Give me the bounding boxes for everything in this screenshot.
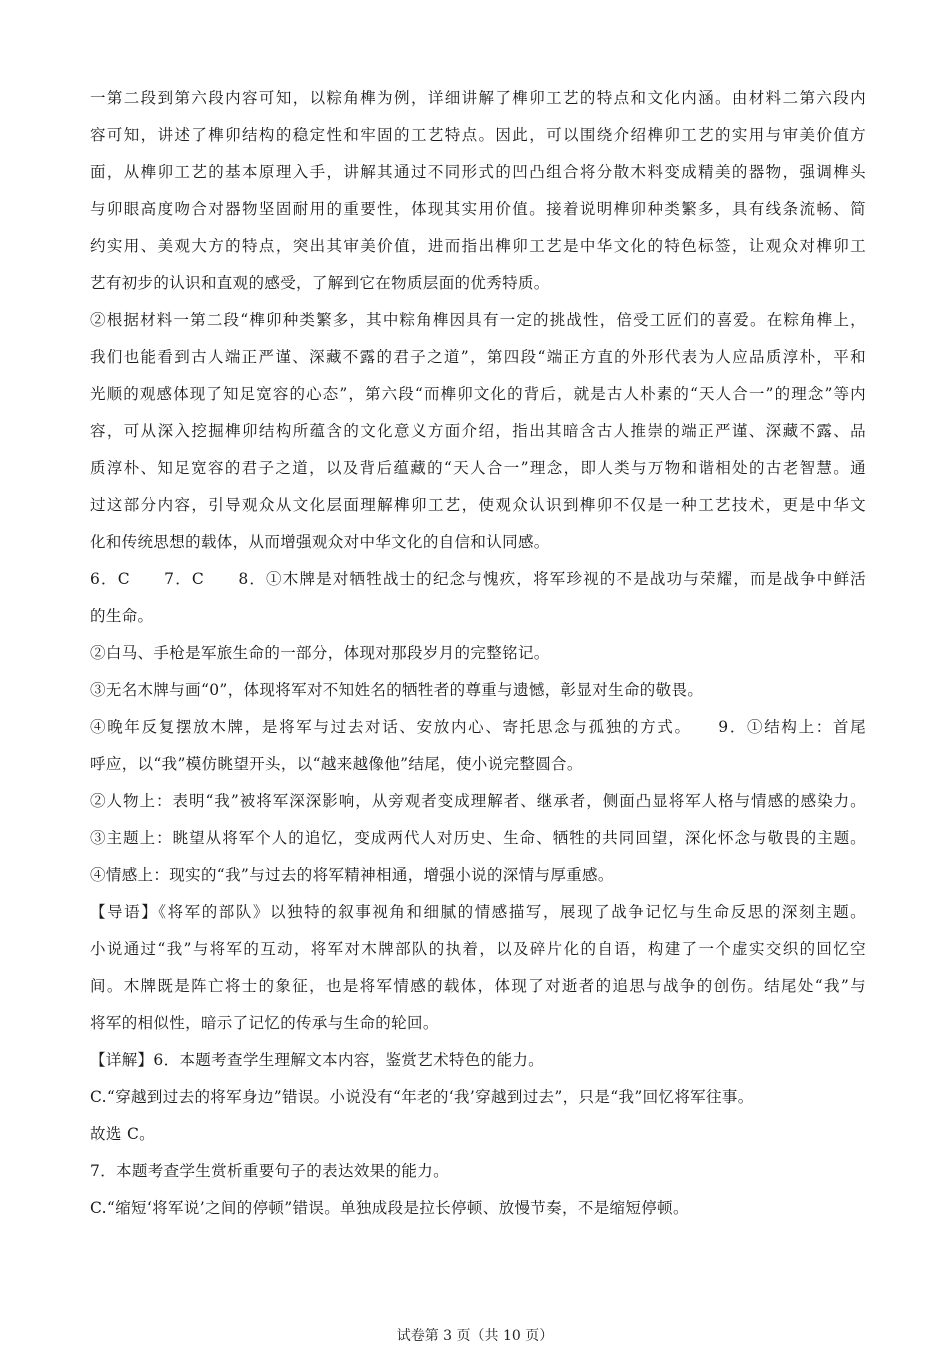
text-line: 小说通过“我”与将军的互动，将军对木牌部队的执着，以及碎片化的自语，构建了一个虚实交织的回忆空: [90, 940, 866, 958]
text-line: 的生命。: [90, 607, 154, 625]
text-line: 【导语】《将军的部队》以独特的叙事视角和细腻的情感描写，展现了战争记忆与生命反思的深刻主题。: [90, 903, 866, 921]
text-line: ②白马、手枪是军旅生命的一部分，体现对那段岁月的完整铭记。: [90, 644, 550, 662]
text-line: 6．C 7．C 8．①木牌是对牺牲战士的纪念与愧疚，将军珍视的不是战功与荣耀，而是战争中鲜活: [90, 570, 866, 588]
text-line: C.“穿越到过去的将军身边”错误。小说没有“年老的‘我’穿越到过去”，只是“我”回忆将军往事。: [90, 1088, 754, 1106]
text-line: 间。木牌既是阵亡将士的象征，也是将军情感的载体，体现了对逝者的追思与战争的创伤。结尾处“我”与: [90, 977, 866, 995]
text-line: C.“缩短‘将军说’之间的停顿”错误。单独成段是拉长停顿、放慢节奏，不是缩短停顿。: [90, 1199, 689, 1217]
text-line: 与卯眼高度吻合对器物坚固耐用的重要性，体现其实用价值。接着说明榫卯种类繁多，具有线条流畅、简: [90, 200, 866, 218]
text-line: ②根据材料一第二段“榫卯种类繁多，其中粽角榫因具有一定的挑战性，倍受工匠们的喜爱。在粽角榫上，: [90, 311, 866, 329]
text-line: 将军的相似性，暗示了记忆的传承与生命的轮回。: [90, 1014, 439, 1032]
page-footer: 试卷第 3 页（共 10 页）: [396, 1328, 554, 1344]
text-line: 【详解】6．本题考查学生理解文本内容，鉴赏艺术特色的能力。: [90, 1051, 545, 1069]
text-line: 我们也能看到古人端正严谨、深藏不露的君子之道”，第四段“端正方直的外形代表为人应品质淳朴，平和: [90, 348, 866, 366]
text-line: 化和传统思想的载体，从而增强观众对中华文化的自信和认同感。: [90, 533, 550, 551]
text-line: ②人物上：表明“我”被将军深深影响，从旁观者变成理解者、继承者，侧面凸显将军人格与情感的感染力。: [90, 792, 866, 810]
text-line: 过这部分内容，引导观众从文化层面理解榫卯工艺，使观众认识到榫卯不仅是一种工艺技术，更是中华文: [90, 496, 866, 514]
text-line: 呼应，以“我”模仿眺望开头，以“越来越像他”结尾，使小说完整圆合。: [90, 755, 583, 773]
text-line: 容，可从深入挖掘榫卯结构所蕴含的文化意义方面介绍，指出其暗含古人推崇的端正严谨、深藏不露、品: [90, 422, 866, 440]
text-line: ③主题上：眺望从将军个人的追忆，变成两代人对历史、生命、牺牲的共同回望，深化怀念与敬畏的主题。: [90, 829, 866, 847]
text-line: 容可知，讲述了榫卯结构的稳定性和牢固的工艺特点。因此，可以围绕介绍榫卯工艺的实用与审美价值方: [90, 126, 866, 144]
answer-text-body: [90, 80, 866, 1227]
text-line: 约实用、美观大方的特点，突出其审美价值，进而指出榫卯工艺是中华文化的特色标签，让观众对榫卯工: [90, 237, 866, 255]
text-line: 一第二段到第六段内容可知，以粽角榫为例，详细讲解了榫卯工艺的特点和文化内涵。由材料二第六段内: [90, 89, 866, 107]
text-line: ④晚年反复摆放木牌，是将军与过去对话、安放内心、寄托思念与孤独的方式。 9．①结构上：首尾: [90, 718, 866, 736]
text-line: ④情感上：现实的“我”与过去的将军精神相通，增强小说的深情与厚重感。: [90, 866, 614, 884]
text-line: 艺有初步的认识和直观的感受，了解到它在物质层面的优秀特质。: [90, 274, 550, 292]
text-line: 光顺的观感体现了知足宽容的心态”，第六段“而榫卯文化的背后，就是古人朴素的“天人合一”的理念”等内: [90, 385, 866, 403]
text-line: 7．本题考查学生赏析重要句子的表达效果的能力。: [90, 1162, 449, 1180]
text-line: 质淳朴、知足宽容的君子之道，以及背后蕴藏的“天人合一”理念，即人类与万物和谐相处的古老智慧。通: [90, 459, 866, 477]
text-line: ③无名木牌与画“0”，体现将军对不知姓名的牺牲者的尊重与遗憾，彰显对生命的敬畏。: [90, 681, 704, 699]
text-line: 故选 C。: [90, 1125, 156, 1143]
text-line: 面，从榫卯工艺的基本原理入手，讲解其通过不同形式的凹凸组合将分散木料变成精美的器物，强调榫头: [90, 163, 866, 181]
